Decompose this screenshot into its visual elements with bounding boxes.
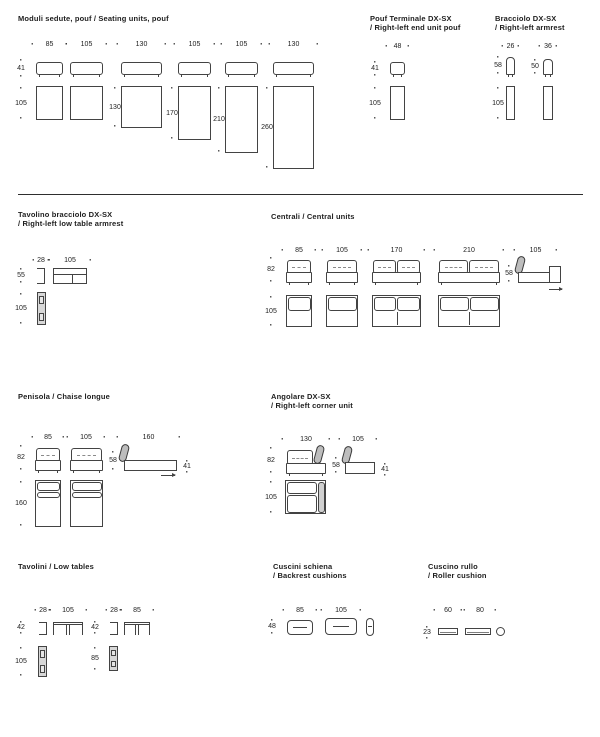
section-title-line1: Pouf Terminale DX-SX [370,14,452,23]
section-divider [18,194,583,195]
section-corner-unit [265,392,430,552]
roller-front-drawing [438,628,458,635]
dim-width: · 105 · [220,40,263,49]
sofa-front-drawing [286,258,312,283]
table-top [124,622,150,625]
section-title: Centrali / Central units [271,212,355,221]
plan-cushion [287,495,317,513]
table-leg [149,624,150,635]
dim-depth: · 105 · [264,480,278,514]
sofa-plan-drawing [326,295,358,327]
section-title-line1: Angolare DX-SX [271,392,331,401]
plan-cushion [37,482,60,491]
armrest-plan-drawing [543,86,553,120]
dim-width: · 85 · [282,606,318,615]
dim-width: · 130 · [268,40,319,49]
dim-height: · 55 · [14,267,28,284]
plan-cushion [288,297,311,311]
dim-width: · 105 · [513,246,558,255]
sofa-front-drawing [35,445,61,471]
dim-height: · 58 · [491,55,505,75]
cushion-side-drawing [366,618,374,636]
armrest-plan-drawing [506,86,515,120]
plan-armrest [318,482,325,513]
pouf-front-drawing [70,62,103,75]
dim-width: · 85 · [119,606,155,615]
dim-height: · 50 · [528,58,542,75]
dim-width: · 105 · [48,606,88,615]
section-title-line2: / Right-left end unit pouf [370,23,461,32]
dim-depth: · 210 · [212,86,226,153]
seat-base [372,272,421,283]
dim-height: · 58 · [329,456,343,474]
dim-width: · 105 · [48,256,92,265]
table-leg [69,624,70,635]
table-top [53,622,83,625]
table-side-drawing [110,622,118,635]
seat-base [438,272,500,283]
table-armrest-plan-drawing [37,292,46,325]
section-title-line1: Tavolino bracciolo DX-SX [18,210,113,219]
chaise-plan-drawing [35,480,61,527]
pouf-front-drawing [273,62,314,75]
dim-depth: · 105 · [14,292,28,325]
armrest-front-drawing [506,57,515,75]
chaise-plan-drawing [70,480,103,527]
pouf-front-drawing [390,62,405,75]
dim-height: · 82 · [264,256,278,283]
plan-detail [39,296,44,304]
section-title-line2: / Backrest cushions [273,571,347,580]
plan-detail [40,665,45,673]
sofa-plan-drawing [372,295,421,327]
dim-width: · 130 · [116,40,167,49]
dim-depth: · 160 · [14,480,28,527]
sofa-front-drawing [372,258,421,283]
dim-depth: · 105 · [368,86,382,120]
table-plan-drawing [38,646,47,677]
dim-depth: · 105 · [14,86,28,120]
section-end-unit-pouf [370,14,485,189]
slide-arrow [161,475,175,476]
armrest-front-drawing [543,59,553,75]
pouf-front-drawing [36,62,63,75]
dim-depth: · 130 · [108,86,122,128]
pouf-front-drawing [178,62,211,75]
seat-base [286,272,312,283]
seat-side-drawing [124,460,177,471]
pouf-plan-drawing [273,86,314,169]
section-title-line1: Cuscini schiena [273,562,333,571]
dim-width: · 60 · [433,606,463,615]
section-title-line1: Cuscino rullo [428,562,478,571]
section-title-line2: / Right-left low table armrest [18,219,124,228]
dim-width: · 28 · [105,606,123,615]
roller-front-drawing [465,628,491,635]
low-table-front-drawing [124,622,150,635]
dim-height: · 42 · [88,620,102,635]
dim-width: · 170 · [367,246,426,255]
dim-depth: · 105 · [264,295,278,327]
plan-detail [111,661,116,667]
section-title-line2: / Roller cushion [428,571,487,580]
seat-base [35,460,61,471]
plan-cushion [72,482,102,491]
sofa-front-drawing [70,445,103,471]
pouf-plan-drawing [225,86,258,153]
plan-cushion [328,297,357,311]
cushion-front-drawing [287,620,313,635]
plan-cushion [374,297,396,311]
dim-width: · 130 · [281,435,331,444]
table-armrest-side-drawing [37,268,45,284]
dim-width: · 26 · [501,42,520,51]
dim-height: · 82 · [14,444,28,471]
sofa-plan-drawing [286,295,312,327]
pouf-plan-drawing [121,86,162,128]
pouf-plan-drawing [390,86,405,120]
sofa-front-drawing [438,258,500,283]
dim-width: · 85 · [31,40,68,49]
dim-width: · 36 · [538,42,558,51]
plan-cushion [397,297,420,311]
dim-width: · 28 · [34,606,52,615]
dim-height: · 42 · [14,620,28,635]
dim-height: · 41 · [14,58,28,78]
slide-arrow [549,289,562,290]
plan-detail [39,313,44,321]
dim-height: · 41 · [378,462,392,474]
seat-side-drawing [345,462,375,474]
pouf-plan-drawing [36,86,63,120]
section-armrest [493,14,593,189]
dim-height: · 48 · [265,618,279,635]
table-shelf-line [54,274,86,275]
table-side-drawing [39,622,47,635]
table-leg [82,624,83,635]
pouf-plan-drawing [178,86,211,140]
section-central-units [265,210,585,380]
plan-seam-line [397,312,398,325]
table-leg [53,624,54,635]
table-leg-line [72,274,73,283]
plan-cushion [470,297,499,311]
low-table-front-drawing [53,268,87,284]
pouf-front-drawing [225,62,258,75]
plan-detail [40,650,45,658]
dim-width: · 160 · [116,433,181,442]
dim-depth: · 170 · [165,86,179,140]
plan-cushion [440,297,469,311]
section-title: Moduli sedute, pouf / Seating units, pouf [18,14,169,23]
dim-height: · 41 · [368,60,382,77]
table-leg [135,624,136,635]
seat-base [326,272,358,283]
section-roller-cushion [425,562,540,682]
dim-width: · 48 · [385,42,410,51]
cushion-front-drawing [325,618,357,635]
table-leg [66,624,67,635]
section-title: Tavolini / Low tables [18,562,94,571]
section-low-table-armrest [15,210,148,380]
plan-detail [111,650,116,656]
plan-seam-line [469,312,470,325]
table-leg [124,624,125,635]
sofa-front-drawing [326,258,358,283]
section-title-line1: Bracciolo DX-SX [495,14,557,23]
dim-width: · 105 · [338,435,378,444]
pouf-front-drawing [121,62,162,75]
dim-width: · 85 · [281,246,317,255]
dim-width: · 105 · [65,40,108,49]
dim-width: · 105 · [320,606,362,615]
dim-depth: · 105 · [14,646,28,677]
dim-height: · 82 · [264,446,278,474]
end-element-side [549,266,561,283]
section-low-tables [15,562,183,712]
table-leg [138,624,139,635]
plan-cushion [37,492,60,498]
seat-base [70,460,103,471]
low-table-front-drawing [53,622,83,635]
table-plan-drawing [109,646,118,671]
sofa-plan-drawing [438,295,500,327]
corner-plan-drawing [285,480,326,514]
dim-height: · 58 · [502,264,516,283]
dim-width: · 80 · [463,606,497,615]
seat-base [286,463,326,474]
dim-height: · 58 · [106,450,120,471]
dim-depth: · 260 · [260,86,274,169]
dim-width: · 210 · [433,246,505,255]
plan-cushion [287,482,317,494]
plan-cushion [72,492,102,498]
dim-width: · 28 · [32,256,50,265]
dim-width: · 105 · [66,433,106,442]
section-title-line2: / Right-left armrest [495,23,565,32]
section-backrest-cushions [265,562,400,682]
section-chaise-longue [15,392,253,552]
section-title-line2: / Right-left corner unit [271,401,353,410]
roller-side-drawing [496,627,505,636]
section-title: Penisola / Chaise longue [18,392,110,401]
pouf-plan-drawing [70,86,103,120]
dim-height: · 23 · [420,625,434,637]
dim-width: · 105 · [173,40,216,49]
dim-width: · 85 · [31,433,65,442]
dim-height: · 41 · [180,459,194,471]
dim-width: · 105 · [321,246,363,255]
dim-depth: · 85 · [88,646,102,671]
dim-depth: · 105 · [491,86,505,120]
section-seating-units [15,14,353,189]
